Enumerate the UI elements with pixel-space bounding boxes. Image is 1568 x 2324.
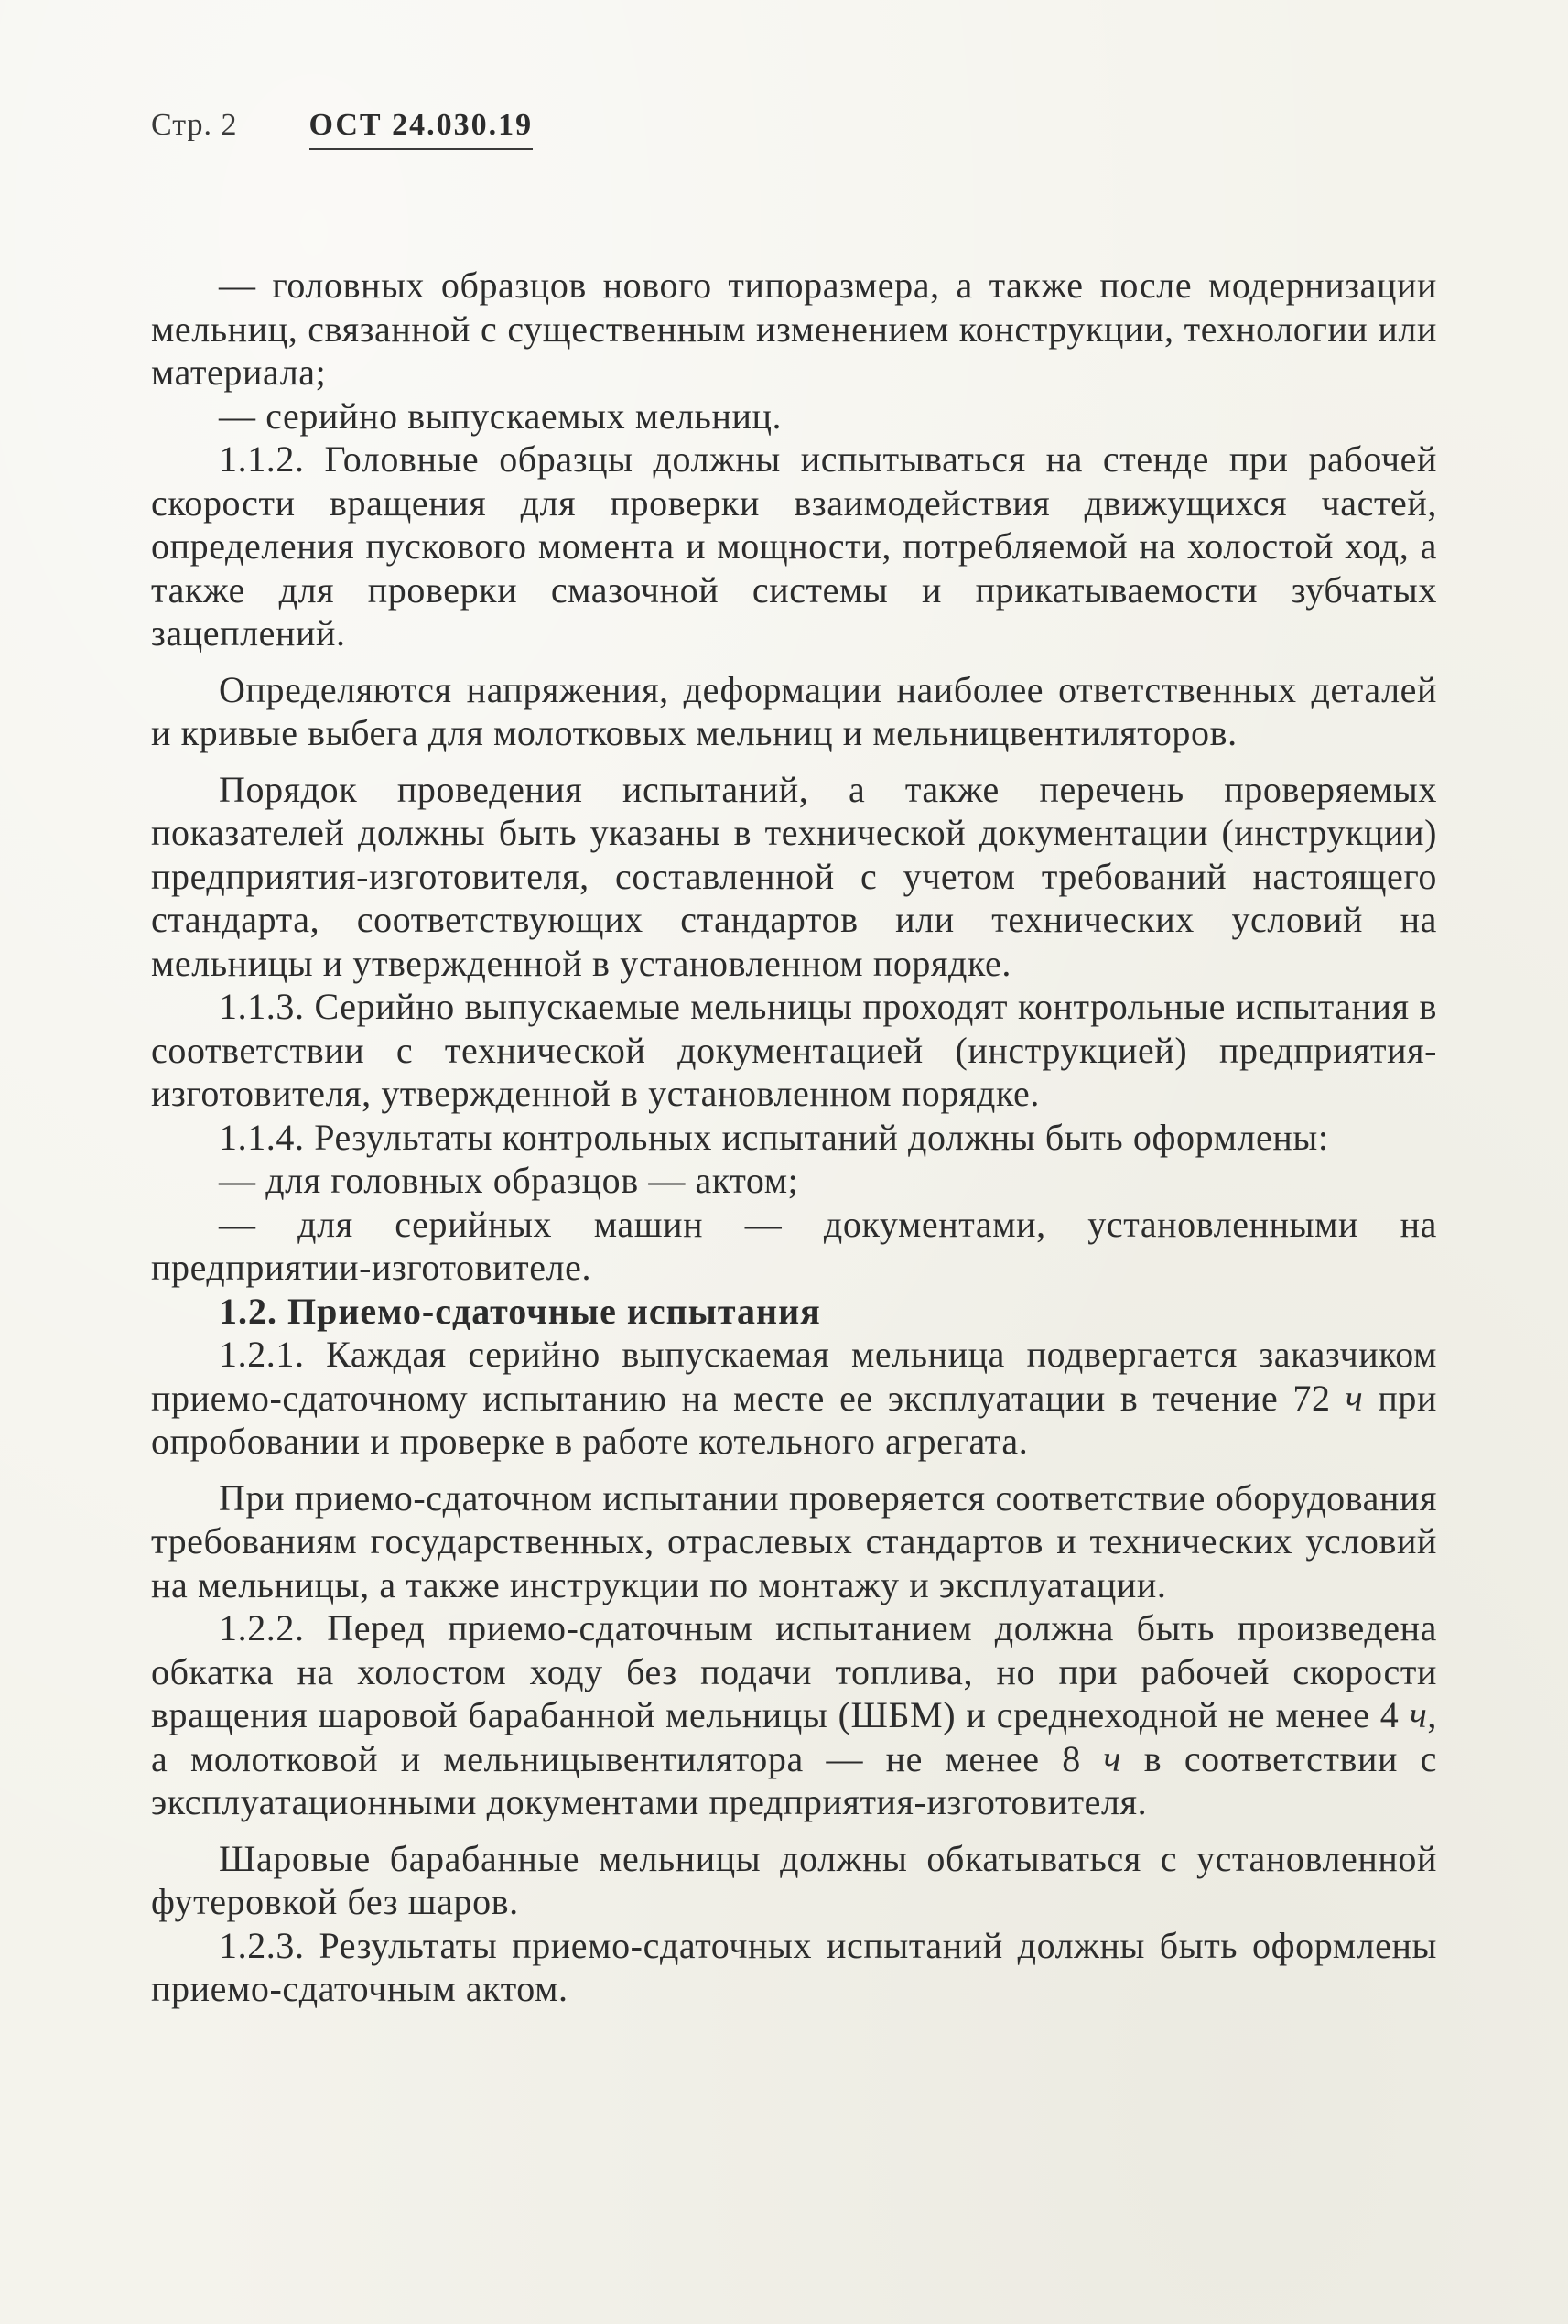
paragraph-list-item: — головных образцов нового типоразмера, а также после модернизации мельниц, связанной с существенным изменением конструкции, технологии или материала; xyxy=(151,265,1437,393)
section-heading: 1.2. Приемо-сдаточные испытания xyxy=(219,1290,821,1332)
standard-designation: ОСТ 24.030.19 xyxy=(309,108,534,150)
paragraph-list-item: — для серийных машин — документами, установленными на предприятии-изготовителе. xyxy=(151,1203,1437,1288)
text-fragment: при опробовании и проверке в работе котельного агрегата. xyxy=(151,1377,1437,1462)
text-fragment: 1.2.1. Каждая серийно выпускаемая мельница подвергается заказчиком приемо-сдаточному испытанию на месте ее эксплуатации в течение 72 xyxy=(151,1334,1437,1419)
paragraph-clause-1-1-4: 1.1.4. Результаты контрольных испытаний должны быть оформлены: xyxy=(219,1116,1329,1158)
paragraph-clause-1-2-3: 1.2.3. Результаты приемо-сдаточных испытаний должны быть оформлены приемо-сдаточным актом. xyxy=(151,1924,1437,2009)
unit-hours: ч xyxy=(1409,1694,1428,1735)
unit-hours: ч xyxy=(1345,1377,1364,1419)
paragraph: При приемо-сдаточном испытании проверяется соответствие оборудования требованиям государственных, отраслевых стандартов и технических условий на мельницы, а также инструкции по монтажу и эксплуатации. xyxy=(151,1476,1437,1605)
paragraph: Порядок проведения испытаний, а также перечень проверяемых показателей должны быть указаны в технической документации (инструкции) предприятия-изготовителя, составленной с учетом требований настоящего стандарта, соответствующих стандартов или технических условий на мельницы и утвержденной в установленном порядке. xyxy=(151,768,1437,984)
paragraph-list-item: — для головных образцов — актом; xyxy=(219,1160,799,1201)
text-fragment: , а молотковой и мельницывентилятора — не менее 8 xyxy=(151,1694,1437,1779)
page-number: Стр. 2 xyxy=(151,108,238,142)
paragraph-clause-1-1-2: 1.1.2. Головные образцы должны испытываться на стенде при рабочей скорости вращения для проверки взаимодействия движущихся частей, определения пускового момента и мощности, потребляемой на холостой ход, а также для проверки смазочной системы и прикатываемости зубчатых зацеплений. xyxy=(151,438,1437,654)
paragraph: Определяются напряжения, деформации наиболее ответственных деталей и кривые выбега для молотковых мельниц и мельницвентиляторов. xyxy=(151,668,1437,753)
paragraph-clause-1-2-2 xyxy=(151,1606,1437,1824)
paragraph-list-item: — серийно выпускаемых мельниц. xyxy=(219,395,783,437)
text-fragment: 1.2.2. Перед приемо-сдаточным испытанием должна быть произведена обкатка на холостом ходу без подачи топлива, но при рабочей скорости вращения шаровой барабанной мельницы (ШБМ) и среднеходной не менее 4 xyxy=(151,1607,1437,1735)
document-body xyxy=(151,264,1437,2011)
paragraph-clause-1-1-3: 1.1.3. Серийно выпускаемые мельницы проходят контрольные испытания в соответствии с технической документацией (инструкцией) предприятия-изготовителя, утвержденной в установленном порядке. xyxy=(151,986,1437,1114)
paragraph-clause-1-2-1 xyxy=(151,1333,1437,1464)
text-fragment: в соответствии с эксплуатационными документами предприятия-изготовителя. xyxy=(151,1737,1437,1822)
unit-hours: ч xyxy=(1103,1737,1122,1779)
page-header xyxy=(151,108,1431,163)
paragraph: Шаровые барабанные мельницы должны обкатываться с установленной футеровкой без шаров. xyxy=(151,1837,1437,1922)
